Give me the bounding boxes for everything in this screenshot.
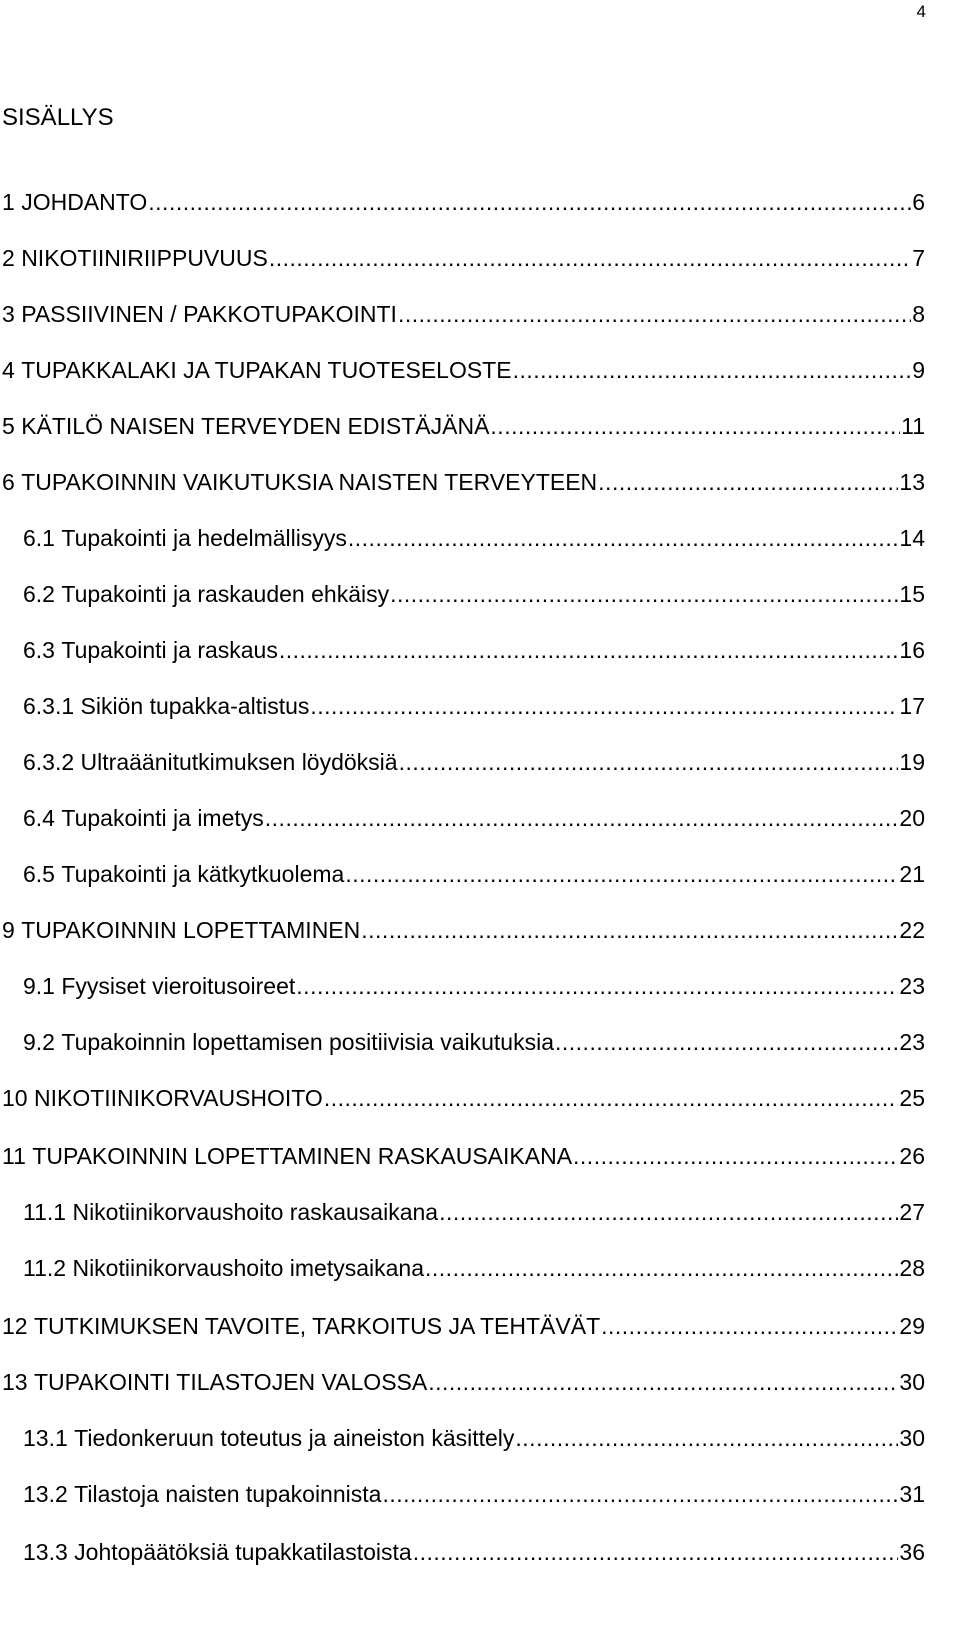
toc-entry-title: Tupakointi ja raskaus [61, 637, 278, 663]
toc-entry-page: 13 [899, 469, 925, 495]
toc-entry-number: 6.1 [23, 525, 55, 551]
toc-entry-leader [345, 858, 898, 890]
toc-entry-title: Tiedonkeruun toteutus ja aineiston käsittely [74, 1425, 515, 1451]
toc-entry-page: 27 [899, 1199, 925, 1225]
toc-entry-number: 6.5 [23, 861, 55, 887]
toc-heading: SISÄLLYS [2, 104, 114, 131]
toc-entry-leader [598, 466, 898, 498]
toc-entry-page: 30 [899, 1425, 925, 1451]
toc-entry-number: 9 [2, 917, 15, 943]
toc-entry-page: 23 [899, 973, 925, 999]
toc-entry-leader [555, 1026, 898, 1058]
toc-entry-leader [296, 970, 898, 1002]
toc-entry-leader [425, 1252, 898, 1284]
toc-entry-number: 1 [2, 189, 15, 215]
toc-entry-leader [279, 634, 899, 666]
toc-entry-leader [573, 1140, 898, 1172]
toc-entry-page: 19 [899, 749, 925, 775]
toc-entry[interactable] [2, 354, 925, 386]
toc-entry-leader [324, 1082, 899, 1114]
toc-entry[interactable] [2, 1366, 925, 1398]
toc-entry[interactable] [23, 522, 925, 554]
toc-entry-page: 16 [899, 637, 925, 663]
toc-entry-leader [428, 1366, 898, 1398]
toc-entry-page: 23 [899, 1029, 925, 1055]
toc-entry-title: Tupakointi ja raskauden ehkäisy [61, 581, 390, 607]
toc-entry-page: 8 [912, 301, 925, 327]
toc-entry[interactable] [2, 1082, 925, 1114]
toc-entry[interactable] [2, 242, 925, 274]
toc-entry-number: 6.3.1 [23, 693, 75, 719]
toc-entry-title: Johtopäätöksiä tupakkatilastoista [74, 1539, 412, 1565]
toc-entry-page: 9 [912, 357, 925, 383]
toc-entry[interactable] [2, 1140, 925, 1172]
toc-entry[interactable] [23, 1478, 925, 1510]
toc-entry[interactable] [2, 1310, 925, 1342]
toc-entry[interactable] [23, 634, 925, 666]
toc-entry-title: PASSIIVINEN / PAKKOTUPAKOINTI [21, 301, 397, 327]
toc-entry-number: 4 [2, 357, 15, 383]
toc-entry-number: 6.3.2 [23, 749, 75, 775]
toc-entry-page: 17 [899, 693, 925, 719]
toc-entry[interactable] [23, 1196, 925, 1228]
toc-entry-title: TUPAKOINNIN LOPETTAMINEN [21, 917, 361, 943]
toc-entry-number: 6.3 [23, 637, 55, 663]
toc-entry-number: 2 [2, 245, 15, 271]
toc-entry-page: 21 [899, 861, 925, 887]
toc-entry[interactable] [2, 914, 925, 946]
toc-entry-title: Nikotiinikorvaushoito raskausaikana [72, 1199, 439, 1225]
toc-entry-title: Fyysiset vieroitusoireet [61, 973, 296, 999]
toc-entry-page: 25 [899, 1085, 925, 1111]
toc-entry[interactable] [23, 1536, 925, 1568]
toc-entry[interactable] [2, 186, 925, 218]
toc-entry-page: 7 [912, 245, 925, 271]
toc-entry-title: Sikiön tupakka-altistus [80, 693, 310, 719]
toc-entry-leader [382, 1478, 898, 1510]
toc-entry[interactable] [23, 802, 925, 834]
toc-entry[interactable] [23, 1026, 925, 1058]
toc-entry-leader [513, 354, 912, 386]
toc-entry-title: Tilastoja naisten tupakoinnista [74, 1481, 382, 1507]
toc-entry-title: NIKOTIINIRIIPPUVUUS [21, 245, 268, 271]
toc-entry-leader [439, 1196, 898, 1228]
toc-entry-title: NIKOTIINIKORVAUSHOITO [33, 1085, 323, 1111]
toc-entry-number: 13.1 [23, 1425, 68, 1451]
toc-entry-leader [413, 1536, 899, 1568]
toc-entry[interactable] [23, 970, 925, 1002]
toc-entry-page: 29 [899, 1313, 925, 1339]
toc-entry-title: TUPAKOINNIN VAIKUTUKSIA NAISTEN TERVEYTEEN [21, 469, 598, 495]
toc-entry-number: 5 [2, 413, 15, 439]
toc-entry-number: 13.3 [23, 1539, 68, 1565]
toc-entry[interactable] [23, 746, 925, 778]
toc-entry-page: 20 [899, 805, 925, 831]
toc-entry-page: 30 [899, 1369, 925, 1395]
toc-entry[interactable] [23, 1252, 925, 1284]
toc-entry-number: 6 [2, 469, 15, 495]
toc-entry-title: Tupakointi ja kätkytkuolema [61, 861, 345, 887]
toc-entry-leader [398, 298, 911, 330]
toc-entry-page: 14 [899, 525, 925, 551]
toc-entry-number: 13.2 [23, 1481, 68, 1507]
toc-entry-number: 11.2 [23, 1255, 67, 1281]
toc-entry-leader [399, 746, 899, 778]
toc-entry[interactable] [23, 858, 925, 890]
toc-entry-number: 9.1 [23, 973, 55, 999]
toc-entry-leader [310, 690, 898, 722]
toc-entry-title: TUPAKOINTI TILASTOJEN VALOSSA [33, 1369, 428, 1395]
toc-entry-title: Ultraäänitutkimuksen löydöksiä [80, 749, 398, 775]
toc-entry-number: 12 [2, 1313, 28, 1339]
toc-entry-title: Tupakointi ja hedelmällisyys [61, 525, 347, 551]
toc-entry-number: 13 [2, 1369, 28, 1395]
toc-entry-number: 3 [2, 301, 15, 327]
toc-entry-title: TUTKIMUKSEN TAVOITE, TARKOITUS JA TEHTÄVÄT [33, 1313, 601, 1339]
toc-entry-leader [269, 242, 911, 274]
toc-entry[interactable] [2, 466, 925, 498]
toc-entry-title: Nikotiinikorvaushoito imetysaikana [72, 1255, 425, 1281]
toc-entry-leader [148, 186, 911, 218]
toc-entry-title: TUPAKKALAKI JA TUPAKAN TUOTESELOSTE [21, 357, 512, 383]
toc-entry-leader [601, 1310, 898, 1342]
toc-entry-title: Tupakointi ja imetys [61, 805, 264, 831]
toc-entry-page: 15 [899, 581, 925, 607]
toc-entry-leader [348, 522, 899, 554]
toc-entry-title: JOHDANTO [21, 189, 148, 215]
toc-entry[interactable] [23, 690, 925, 722]
toc-entry[interactable] [2, 410, 925, 442]
toc-entry-leader [515, 1422, 898, 1454]
toc-entry[interactable] [23, 1422, 925, 1454]
toc-entry-number: 10 [2, 1085, 28, 1111]
toc-entry-title: KÄTILÖ NAISEN TERVEYDEN EDISTÄJÄNÄ [21, 413, 490, 439]
toc-entry-leader [490, 410, 900, 442]
page-number: 4 [916, 2, 926, 21]
toc-entry-number: 11.1 [23, 1199, 67, 1225]
toc-entry-number: 11 [2, 1143, 26, 1169]
toc-entry-leader [361, 914, 898, 946]
toc-entry-title: Tupakoinnin lopettamisen positiivisia vaikutuksia [61, 1029, 554, 1055]
toc-entry-page: 31 [899, 1481, 925, 1507]
toc-entry-page: 36 [899, 1539, 925, 1565]
toc-entry-page: 26 [899, 1143, 925, 1169]
toc-entry-number: 6.4 [23, 805, 55, 831]
toc-entry-page: 22 [899, 917, 925, 943]
toc-entry-page: 28 [899, 1255, 925, 1281]
toc-entry-title: TUPAKOINNIN LOPETTAMINEN RASKAUSAIKANA [32, 1143, 573, 1169]
toc-entry-page: 6 [912, 189, 925, 215]
toc-entry-page: 11 [901, 413, 925, 439]
toc-entry[interactable] [2, 298, 925, 330]
toc-entry-number: 6.2 [23, 581, 55, 607]
toc-entry[interactable] [23, 578, 925, 610]
toc-entry-leader [265, 802, 899, 834]
toc-entry-leader [390, 578, 898, 610]
toc-entry-number: 9.2 [23, 1029, 55, 1055]
